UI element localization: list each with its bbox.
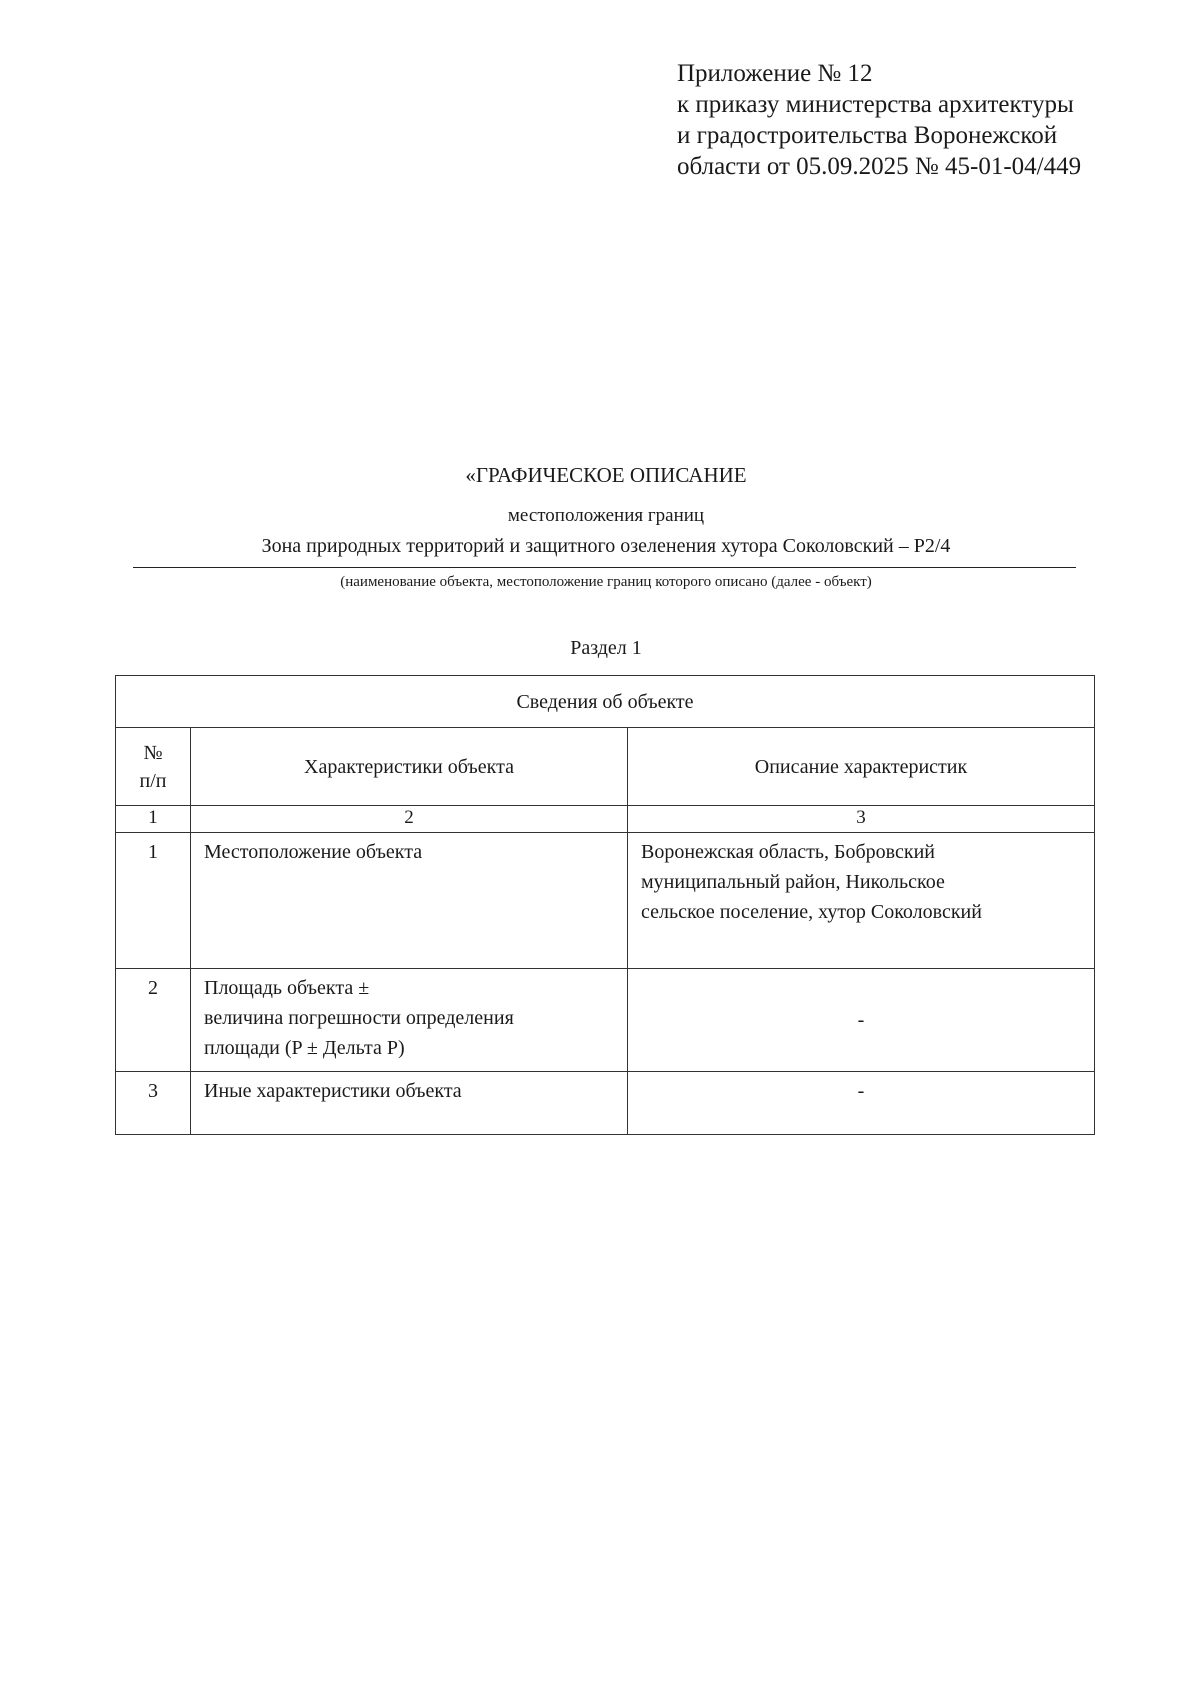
table-row: [116, 969, 1095, 1072]
document-title: «ГРАФИЧЕСКОЕ ОПИСАНИЕ: [465, 463, 747, 487]
table-caption: Сведения об объекте: [116, 676, 1095, 728]
appendix-line: области от 05.09.2025 № 45-01-04/449: [677, 153, 1082, 180]
table-row: [116, 1072, 1095, 1135]
description-line: муниципальный район, Никольское: [641, 871, 945, 893]
section-label: Раздел 1: [570, 637, 642, 659]
row-number: 2: [116, 969, 191, 1072]
appendix-line: и градостроительства Воронежской: [677, 122, 1058, 149]
description-line: Воронежская область, Бобровский: [641, 841, 936, 863]
object-name-caption: (наименование объекта, местоположение границ которого описано (далее - объект): [340, 574, 872, 590]
column-number-row: [116, 806, 1095, 833]
row-description: -: [628, 1072, 1095, 1135]
header-description: Описание характеристик: [628, 728, 1095, 806]
appendix-block: [677, 58, 1177, 182]
header-number-symbol: №: [143, 741, 163, 764]
appendix-line: Приложение № 12: [677, 60, 873, 87]
row-characteristic: [191, 969, 628, 1072]
document-subtitle: местоположения границ: [507, 505, 705, 526]
row-number: 3: [116, 1072, 191, 1135]
row-number: 1: [116, 833, 191, 969]
appendix-line: к приказу министерства архитектуры: [677, 91, 1074, 118]
table-header-row: [116, 728, 1095, 806]
characteristic-line: площади (P ± Дельта P): [204, 1037, 405, 1059]
row-characteristic: Иные характеристики объекта: [191, 1072, 628, 1135]
object-name-underline: [133, 567, 1076, 568]
column-number: 2: [191, 806, 628, 833]
description-line: сельское поселение, хутор Соколовский: [641, 901, 982, 923]
row-characteristic: Местоположение объекта: [191, 833, 628, 969]
column-number: 3: [628, 806, 1095, 833]
row-description: -: [628, 969, 1095, 1072]
table-row: [116, 833, 1095, 969]
row-description: [628, 833, 1095, 969]
column-number: 1: [116, 806, 191, 833]
characteristic-line: Площадь объекта ±: [204, 977, 370, 999]
object-name: Зона природных территорий и защитного озеленения хутора Соколовский – Р2/4: [261, 535, 951, 557]
characteristic-line: величина погрешности определения: [204, 1007, 514, 1029]
header-number-abbrev: п/п: [139, 769, 167, 792]
table-caption-row: [116, 676, 1095, 728]
header-number: [116, 728, 191, 806]
header-characteristics: Характеристики объекта: [191, 728, 628, 806]
object-info-table: [115, 675, 1095, 1135]
